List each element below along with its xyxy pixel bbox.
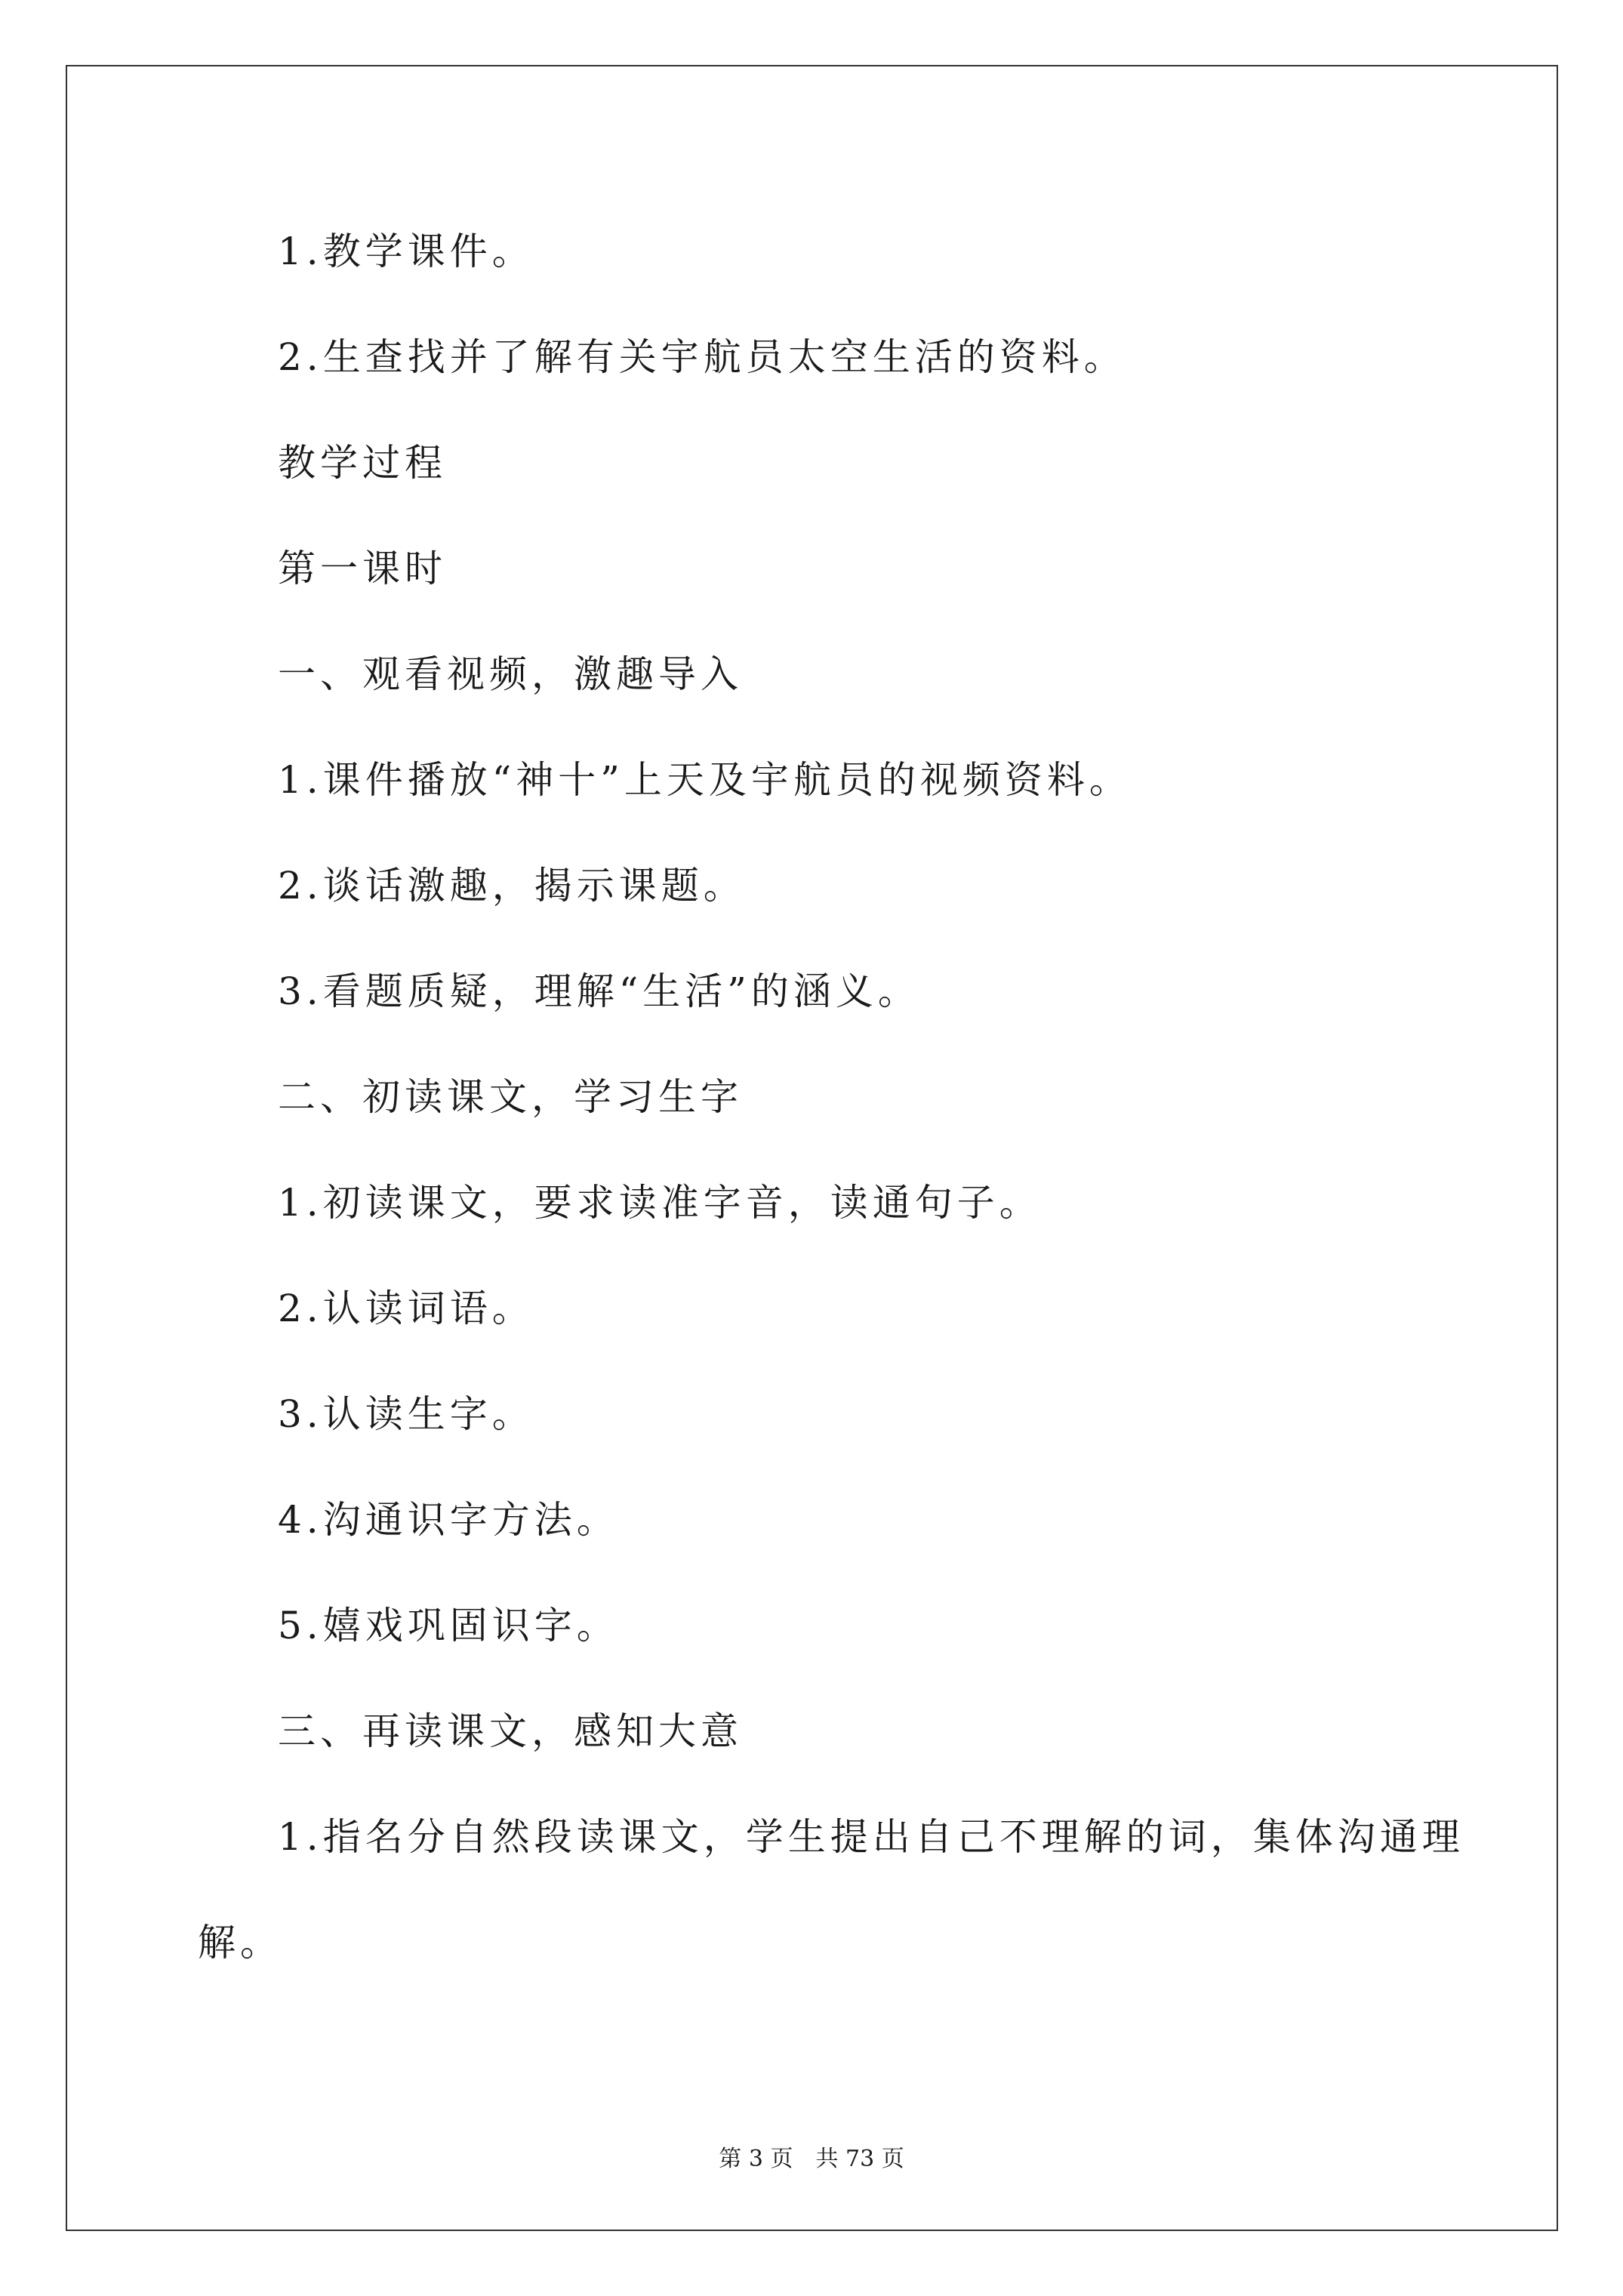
paragraph-continuation: 解。 xyxy=(198,1921,282,1965)
page-border xyxy=(66,65,1558,2231)
paragraph: 3.认读生字。 xyxy=(278,1392,534,1436)
paragraph: 2.谈话激趣，揭示课题。 xyxy=(278,864,746,908)
section-heading: 三、再读课文，感知大意 xyxy=(278,1709,743,1753)
section-heading: 第一课时 xyxy=(278,547,447,590)
section-heading: 教学过程 xyxy=(278,441,447,485)
paragraph: 3.看题质疑，理解“生活”的涵义。 xyxy=(278,969,920,1013)
paragraph: 4.沟通识字方法。 xyxy=(278,1498,619,1542)
paragraph: 1.课件播放“神十”上天及宇航员的视频资料。 xyxy=(278,758,1132,802)
paragraph: 2.认读词语。 xyxy=(278,1287,534,1330)
section-heading: 二、初读课文，学习生字 xyxy=(278,1075,743,1119)
paragraph: 2.生查找并了解有关宇航员太空生活的资料。 xyxy=(278,335,1126,379)
paragraph: 5.嬉戏巩固识字。 xyxy=(278,1604,619,1647)
paragraph: 1.教学课件。 xyxy=(278,230,534,273)
page-number-footer: 第 3 页 共 73 页 xyxy=(719,2146,904,2172)
section-heading: 一、观看视频，激趣导入 xyxy=(278,652,743,696)
paragraph: 1.指名分自然段读课文，学生提出自己不理解的词，集体沟通理 xyxy=(278,1815,1464,1859)
paragraph: 1.初读课文，要求读准字音，读通句子。 xyxy=(278,1181,1042,1225)
